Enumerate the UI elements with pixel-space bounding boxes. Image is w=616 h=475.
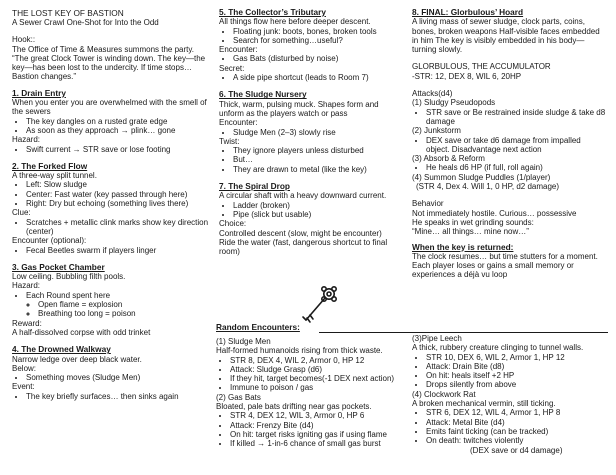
section-heading-forked-flow: 2. The Forked Flow bbox=[12, 160, 88, 171]
encounters-right bbox=[412, 334, 606, 455]
bullet-list bbox=[216, 411, 406, 448]
hook-text: The Office of Time & Measures summons the party. “The great Clock Tower is winding down. The key—the key—has been lost to the undercity. If time stops… Bastion changes.” bbox=[12, 44, 206, 82]
bullet-list bbox=[12, 145, 210, 154]
twist-label: Twist: bbox=[219, 136, 240, 146]
section-desc: When you enter you are overwhelmed with the smell of the sewers bbox=[12, 98, 207, 117]
section-desc: A living mass of sewer sludge, clock parts, coins, bones, broken weapons Half-visible faces embedded in him The key is visibly embedded in his body—turning slowly. bbox=[412, 17, 600, 55]
attack-name: (2) Junkstorm bbox=[412, 126, 461, 136]
section-desc: A three-way split tunnel. bbox=[12, 171, 97, 181]
bullet-list bbox=[219, 146, 405, 174]
random-encounters-heading: Random Encounters: bbox=[216, 322, 300, 332]
encounter-desc: Half-formed humanoids rising from thick waste. bbox=[216, 346, 383, 356]
list-item-text: Each Round spent here bbox=[26, 290, 111, 300]
reward-label: Reward: bbox=[12, 318, 42, 328]
list-item: • Attack: Metal Bite (d4) bbox=[426, 418, 606, 427]
key-icon bbox=[300, 284, 340, 326]
list-item: • Search for something…useful? bbox=[233, 36, 405, 45]
behavior-label: Behavior bbox=[412, 199, 444, 209]
list-item: • Swift current → STR save or lose footing bbox=[26, 145, 210, 154]
section-desc: Thick, warm, pulsing muck. Shapes form and unform as the players watch or pass bbox=[219, 99, 379, 118]
encounter-tail: (DEX save or d4 damage) bbox=[470, 445, 563, 455]
list-item: • They ignore players unless disturbed bbox=[233, 146, 405, 155]
list-item: • Drops silently from above bbox=[426, 380, 606, 389]
list-item: • Gas Bats (disturbed by noise) bbox=[233, 54, 405, 63]
bullet-list bbox=[12, 246, 210, 255]
list-item: • STR save or Be restrained inside sludge & take d8 damage bbox=[426, 108, 606, 127]
list-item: • They are drawn to metal (like the key) bbox=[233, 165, 405, 174]
list-item: • DEX save or take d6 damage from impalled object. Disadvantage next action bbox=[426, 136, 606, 155]
bullet-list bbox=[12, 117, 210, 136]
encounter-name: (2) Gas Bats bbox=[216, 392, 261, 402]
bullet-list bbox=[219, 73, 405, 82]
behavior-line: “Mine… all things… mine now…” bbox=[412, 227, 529, 237]
choice-line: Ride the water (fast, dangerous shortcut to final room) bbox=[219, 237, 388, 257]
document-title: THE LOST KEY OF BASTION bbox=[12, 8, 124, 18]
attack-name: (3) Absorb & Reform bbox=[412, 154, 485, 164]
encounter-label: Encounter: bbox=[219, 45, 258, 55]
list-item: • If killed → 1-in-6 chance of small gas burst bbox=[230, 439, 406, 448]
list-item: • Pipe (slick but usable) bbox=[233, 210, 405, 219]
bullet-list bbox=[12, 180, 210, 208]
encounters-left bbox=[216, 337, 406, 449]
list-item: • The key dangles on a rusted grate edge bbox=[26, 117, 210, 126]
below-label: Below: bbox=[12, 363, 37, 373]
list-item: • Attack: Sludge Grasp (d6) bbox=[230, 365, 406, 374]
list-item: • On hit: heals itself +2 HP bbox=[426, 371, 606, 380]
column-left bbox=[12, 8, 210, 401]
list-item: • On hit: target risks igniting gas if using flame bbox=[230, 430, 406, 439]
bullet-list bbox=[412, 108, 606, 127]
puddle-stats: (STR 4, Dex 4. Will 1, 0 HP, d2 damage) bbox=[416, 182, 560, 192]
column-middle bbox=[219, 8, 405, 256]
list-item: • As soon as they approach → plink… gone bbox=[26, 126, 210, 135]
list-item: • Something moves (Sludge Men) bbox=[26, 373, 210, 382]
list-item: • On death: twitches violently bbox=[426, 436, 606, 445]
list-item: • Attack: Drain Bite (d8) bbox=[426, 362, 606, 371]
encounter-name: (4) Clockwork Rat bbox=[412, 389, 476, 399]
bullet-list bbox=[219, 27, 405, 46]
section-heading-sludge-nursery: 6. The Sludge Nursery bbox=[219, 89, 307, 100]
list-item: • The key briefly surfaces… then sinks again bbox=[26, 392, 210, 401]
attacks-label: Attacks(d4) bbox=[412, 89, 453, 99]
list-item: • STR 6, DEX 12, WIL 4, Armor 1, HP 8 bbox=[426, 408, 606, 417]
bullet-list bbox=[12, 218, 210, 237]
section-heading-final: 8. FINAL: Glorbulous’ Hoard bbox=[412, 7, 524, 17]
list-item: • Attack: Frenzy Bite (d4) bbox=[230, 421, 406, 430]
column-right bbox=[412, 8, 606, 280]
list-item: • Right: Dry but echoing (something lives there) bbox=[26, 199, 210, 208]
bullet-list bbox=[412, 353, 606, 390]
list-item: • Emits faint ticking (can be tracked) bbox=[426, 427, 606, 436]
encounter-name: (3)Pipe Leech bbox=[412, 334, 462, 343]
section-heading-collectors-tributary: 5. The Collector’s Tributary bbox=[219, 7, 326, 17]
encounter-desc: A broken mechanical vermin, still ticking. bbox=[412, 399, 556, 409]
bullet-list bbox=[219, 128, 405, 137]
key-returned-text: The clock resumes… but time stutters for a moment. Each player loses or gains a small memory or experiences a déjà vu loop bbox=[412, 251, 598, 280]
list-item: ◦ Open flame = explosion bbox=[38, 300, 210, 309]
section-heading-spiral-drop: 7. The Spiral Drop bbox=[219, 181, 290, 192]
list-item: ◦ Breathing too long = poison bbox=[38, 309, 210, 318]
list-item bbox=[26, 291, 210, 319]
encounter-label: Encounter: bbox=[219, 118, 258, 128]
sub-bullet-list bbox=[26, 300, 210, 319]
list-item: • He heals d6 HP (if full, roll again) bbox=[426, 163, 606, 172]
choice-line: Controlled descent (slow, might be encounter) bbox=[219, 228, 382, 238]
boss-name: GLORBULOUS, THE ACCUMULATOR bbox=[412, 62, 551, 72]
hazard-label: Hazard: bbox=[12, 281, 41, 291]
attack-name: (4) Summon Sludge Puddles (1/player) bbox=[412, 172, 551, 182]
section-desc: Narrow ledge over deep black water. bbox=[12, 354, 142, 364]
list-item: • STR 8, DEX 4, WIL 2, Armor 0, HP 12 bbox=[230, 356, 406, 365]
encounter-desc: A thick, rubbery creature clinging to tunnel walls. bbox=[412, 343, 584, 353]
encounter-desc: Bloated, pale bats drifting near gas pockets. bbox=[216, 402, 372, 412]
list-item: • Scratches + metallic clink marks show key direction (center) bbox=[26, 218, 210, 237]
bullet-list bbox=[412, 136, 606, 155]
list-item: • Floating junk: boots, bones, broken tools bbox=[233, 27, 405, 36]
list-item: • Sludge Men (2–3) slowly rise bbox=[233, 128, 405, 137]
bullet-list bbox=[12, 392, 210, 401]
list-item: • Ladder (broken) bbox=[233, 201, 405, 210]
clue-label: Clue: bbox=[12, 208, 31, 218]
behavior-line: He speaks in wet grinding sounds: bbox=[412, 217, 534, 227]
bullet-list bbox=[12, 373, 210, 382]
bullet-list bbox=[219, 54, 405, 63]
bullet-list bbox=[412, 163, 606, 172]
section-desc: All things flow here before deeper descent. bbox=[219, 17, 371, 27]
section-heading-drowned-walkway: 4. The Drowned Walkway bbox=[12, 344, 111, 355]
secret-label: Secret: bbox=[219, 63, 245, 73]
section-heading-drain-entry: 1. Drain Entry bbox=[12, 87, 66, 98]
boss-stats: -STR: 12, DEX 8, WIL 6, 20HP bbox=[412, 71, 522, 81]
encounter-label: Encounter (optional): bbox=[12, 236, 87, 246]
list-item: • If they hit, target becomes(-1 DEX next action) bbox=[230, 374, 406, 383]
section-desc: A circular shaft with a heavy downward current. bbox=[219, 191, 387, 201]
encounter-name: (1) Sludge Men bbox=[216, 337, 271, 346]
document-subtitle: A Sewer Crawl One-Shot for Into the Odd bbox=[12, 18, 159, 27]
list-item: • Center: Fast water (key passed through here) bbox=[26, 190, 210, 199]
bullet-list bbox=[216, 356, 406, 393]
hazard-label: Hazard: bbox=[12, 135, 41, 145]
attack-name: (1) Sludgy Pseudopods bbox=[412, 98, 496, 108]
hook-label: Hook:: bbox=[12, 35, 36, 45]
section-desc: Low ceiling. Bubbling filth pools. bbox=[12, 272, 126, 282]
section-heading-key-returned: When the key is returned: bbox=[412, 241, 514, 252]
bullet-list bbox=[219, 201, 405, 220]
list-item: • STR 10, DEX 6, WIL 2, Armor 1, HP 12 bbox=[426, 353, 606, 362]
list-item: • Fecal Beetles swarm if players linger bbox=[26, 246, 210, 255]
list-item: • Left: Slow sludge bbox=[26, 180, 210, 189]
event-label: Event: bbox=[12, 382, 35, 392]
reward-text: A half-dissolved corpse with odd trinket bbox=[12, 327, 151, 337]
list-item: • Immune to poison / gas bbox=[230, 383, 406, 392]
list-item: • A side pipe shortcut (leads to Room 7) bbox=[233, 73, 405, 82]
choice-label: Choice: bbox=[219, 219, 247, 229]
list-item: • STR 4, DEX 12, WIL 3, Armor 0, HP 6 bbox=[230, 411, 406, 420]
behavior-line: Not immediately hostile. Curious… possessive bbox=[412, 208, 577, 218]
list-item: • But… bbox=[233, 155, 405, 164]
divider bbox=[319, 332, 608, 333]
section-heading-gas-pocket: 3. Gas Pocket Chamber bbox=[12, 261, 105, 272]
bullet-list bbox=[412, 408, 606, 445]
bullet-list bbox=[12, 291, 210, 319]
